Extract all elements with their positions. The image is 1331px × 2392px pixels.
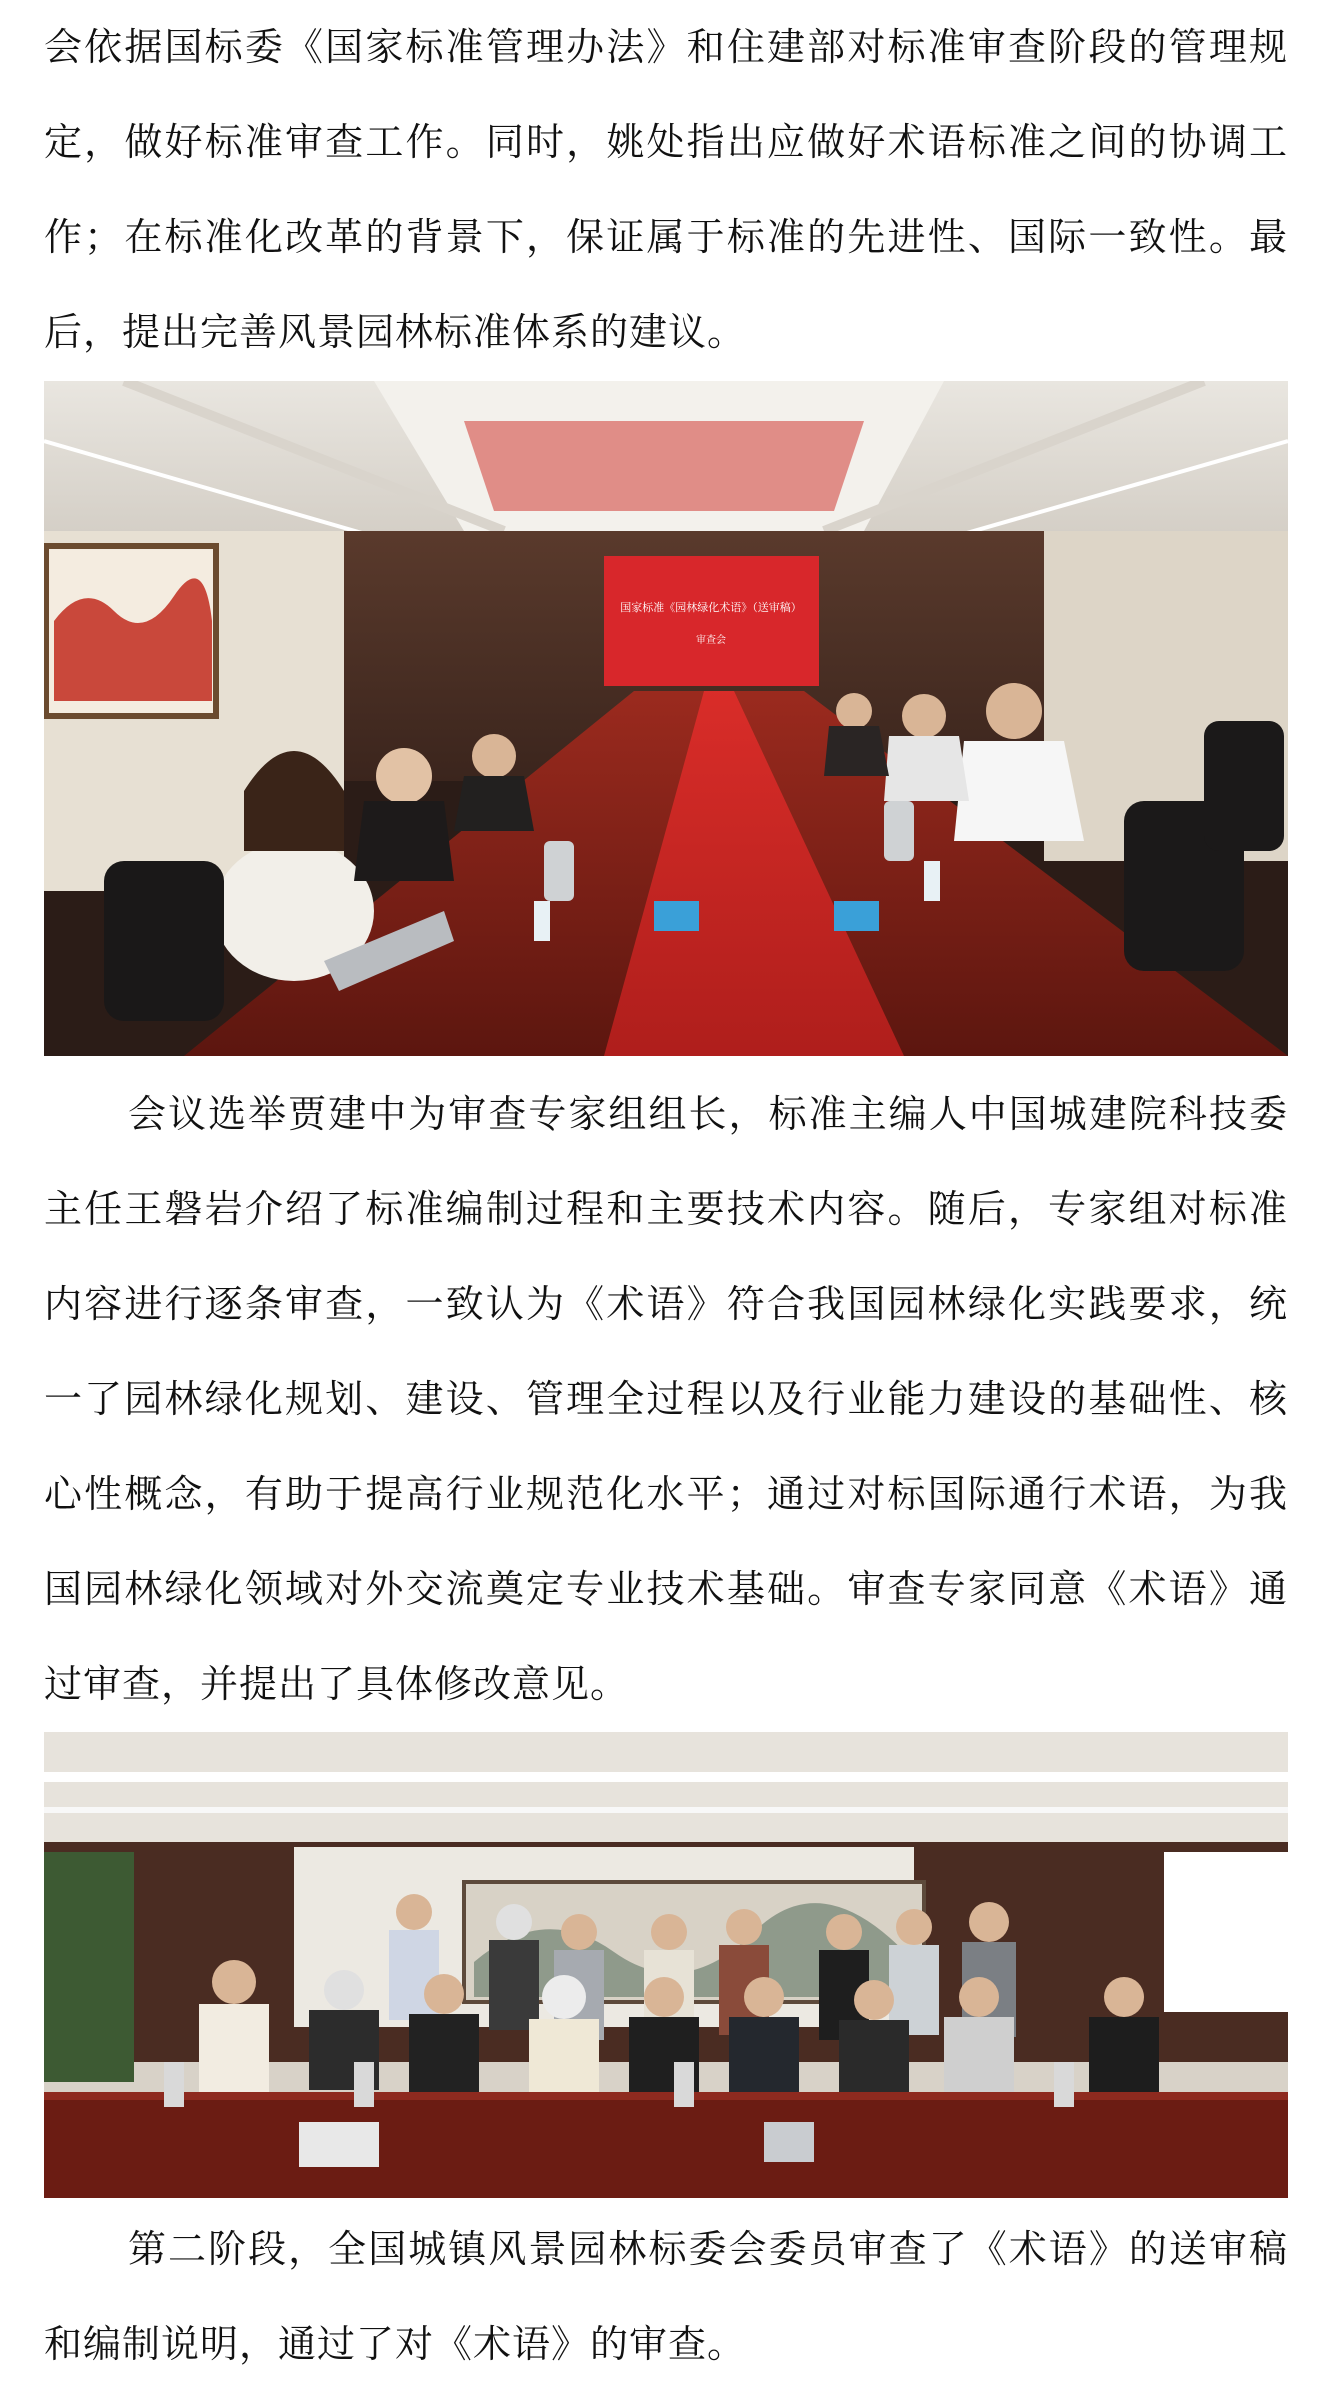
screen-subtitle: 审查会 bbox=[696, 635, 726, 646]
meeting-room-photo bbox=[44, 381, 1288, 1056]
paragraph-1: 会依据国标委《国家标准管理办法》和住建部对标准审查阶段的管理规定，做好标准审查工作。同时，姚处指出应做好术语标准之间的协调工作；在标准化改革的背景下，保证属于标准的先进性、国际一致性。最后，提出完善风景园林标准体系的建议。 bbox=[44, 25, 1288, 354]
paragraph-2: 会议选举贾建中为审查专家组组长，标准主编人中国城建院科技委主任王磐岩介绍了标准编制过程和主要技术内容。随后，专家组对标准内容进行逐条审查，一致认为《术语》符合我国园林绿化实践要求，统一了园林绿化规划、建设、管理全过程以及行业能力建设的基础性、核心性概念，有助于提高行业规范化水平；通过对标国际通行术语，为我国园林绿化领域对外交流奠定专业技术基础。审查专家同意《术语》通过审查，并提出了具体修改意见。 bbox=[44, 1092, 1288, 1706]
screen-title: 国家标准《园林绿化术语》（送审稿） bbox=[620, 601, 802, 614]
paragraph-3: 第二阶段，全国城镇风景园林标委会委员审查了《术语》的送审稿和编制说明，通过了对《术语》的审查。 bbox=[44, 2227, 1288, 2366]
group-photo bbox=[44, 1732, 1288, 2198]
